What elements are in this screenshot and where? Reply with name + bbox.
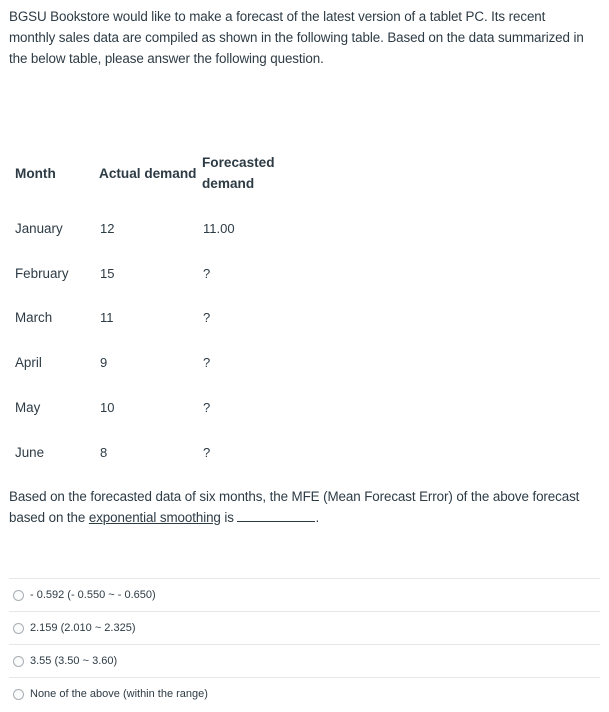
header-forecasted: Forecasted <box>202 155 275 170</box>
row-month: April <box>15 355 42 370</box>
answer-option[interactable] <box>9 611 600 644</box>
question-end: . <box>315 510 320 525</box>
question-intro <box>9 6 605 69</box>
row-month: February <box>15 266 69 281</box>
answer-blank <box>237 509 315 522</box>
row-month: May <box>15 400 41 415</box>
answer-option[interactable] <box>9 677 600 710</box>
answer-option[interactable] <box>9 644 600 677</box>
intro-line: BGSU Bookstore would like to make a forecast of the latest version of a tablet PC. Its recent <box>9 9 546 24</box>
answer-label[interactable]: 3.55 (3.50 ~ 3.60) <box>30 655 118 667</box>
row-forecast: ? <box>203 445 211 460</box>
row-month: June <box>15 445 45 460</box>
row-actual: 9 <box>100 355 108 370</box>
radio-button-icon[interactable] <box>13 656 24 667</box>
row-actual: 15 <box>100 266 115 281</box>
question-text <box>9 486 605 528</box>
row-month: January <box>15 221 63 236</box>
answer-label[interactable]: 2.159 (2.010 ~ 2.325) <box>30 622 136 634</box>
header-actual-demand: Actual demand <box>99 166 197 181</box>
header-demand: demand <box>202 176 255 191</box>
row-actual: 10 <box>100 400 115 415</box>
exponential-smoothing-term: exponential smoothing <box>88 510 221 525</box>
answer-choices <box>9 578 600 710</box>
radio-button-icon[interactable] <box>13 689 24 700</box>
question-part: is <box>220 510 238 525</box>
radio-button-icon[interactable] <box>13 590 24 601</box>
question-part: based on the <box>9 510 89 525</box>
radio-button-icon[interactable] <box>13 623 24 634</box>
intro-line: monthly sales data are compiled as shown in the following table. Based on the data summarized in <box>9 30 584 45</box>
header-month: Month <box>15 166 56 181</box>
intro-line: the below table, please answer the following question. <box>9 51 324 66</box>
row-actual: 11 <box>100 310 114 325</box>
row-forecast: 11.00 <box>203 221 235 236</box>
answer-option[interactable] <box>9 578 600 611</box>
row-month: March <box>15 310 53 325</box>
row-actual: 12 <box>100 221 115 236</box>
row-forecast: ? <box>203 266 211 281</box>
row-forecast: ? <box>203 355 211 370</box>
row-forecast: ? <box>203 310 211 325</box>
question-part: Based on the forecasted data of six months, the MFE (Mean Forecast Error) of the above forecast <box>9 489 580 504</box>
answer-label[interactable]: None of the above (within the range) <box>30 688 208 700</box>
answer-label[interactable]: - 0.592 (- 0.550 ~ - 0.650) <box>30 589 156 601</box>
row-actual: 8 <box>100 445 108 460</box>
row-forecast: ? <box>203 400 211 415</box>
